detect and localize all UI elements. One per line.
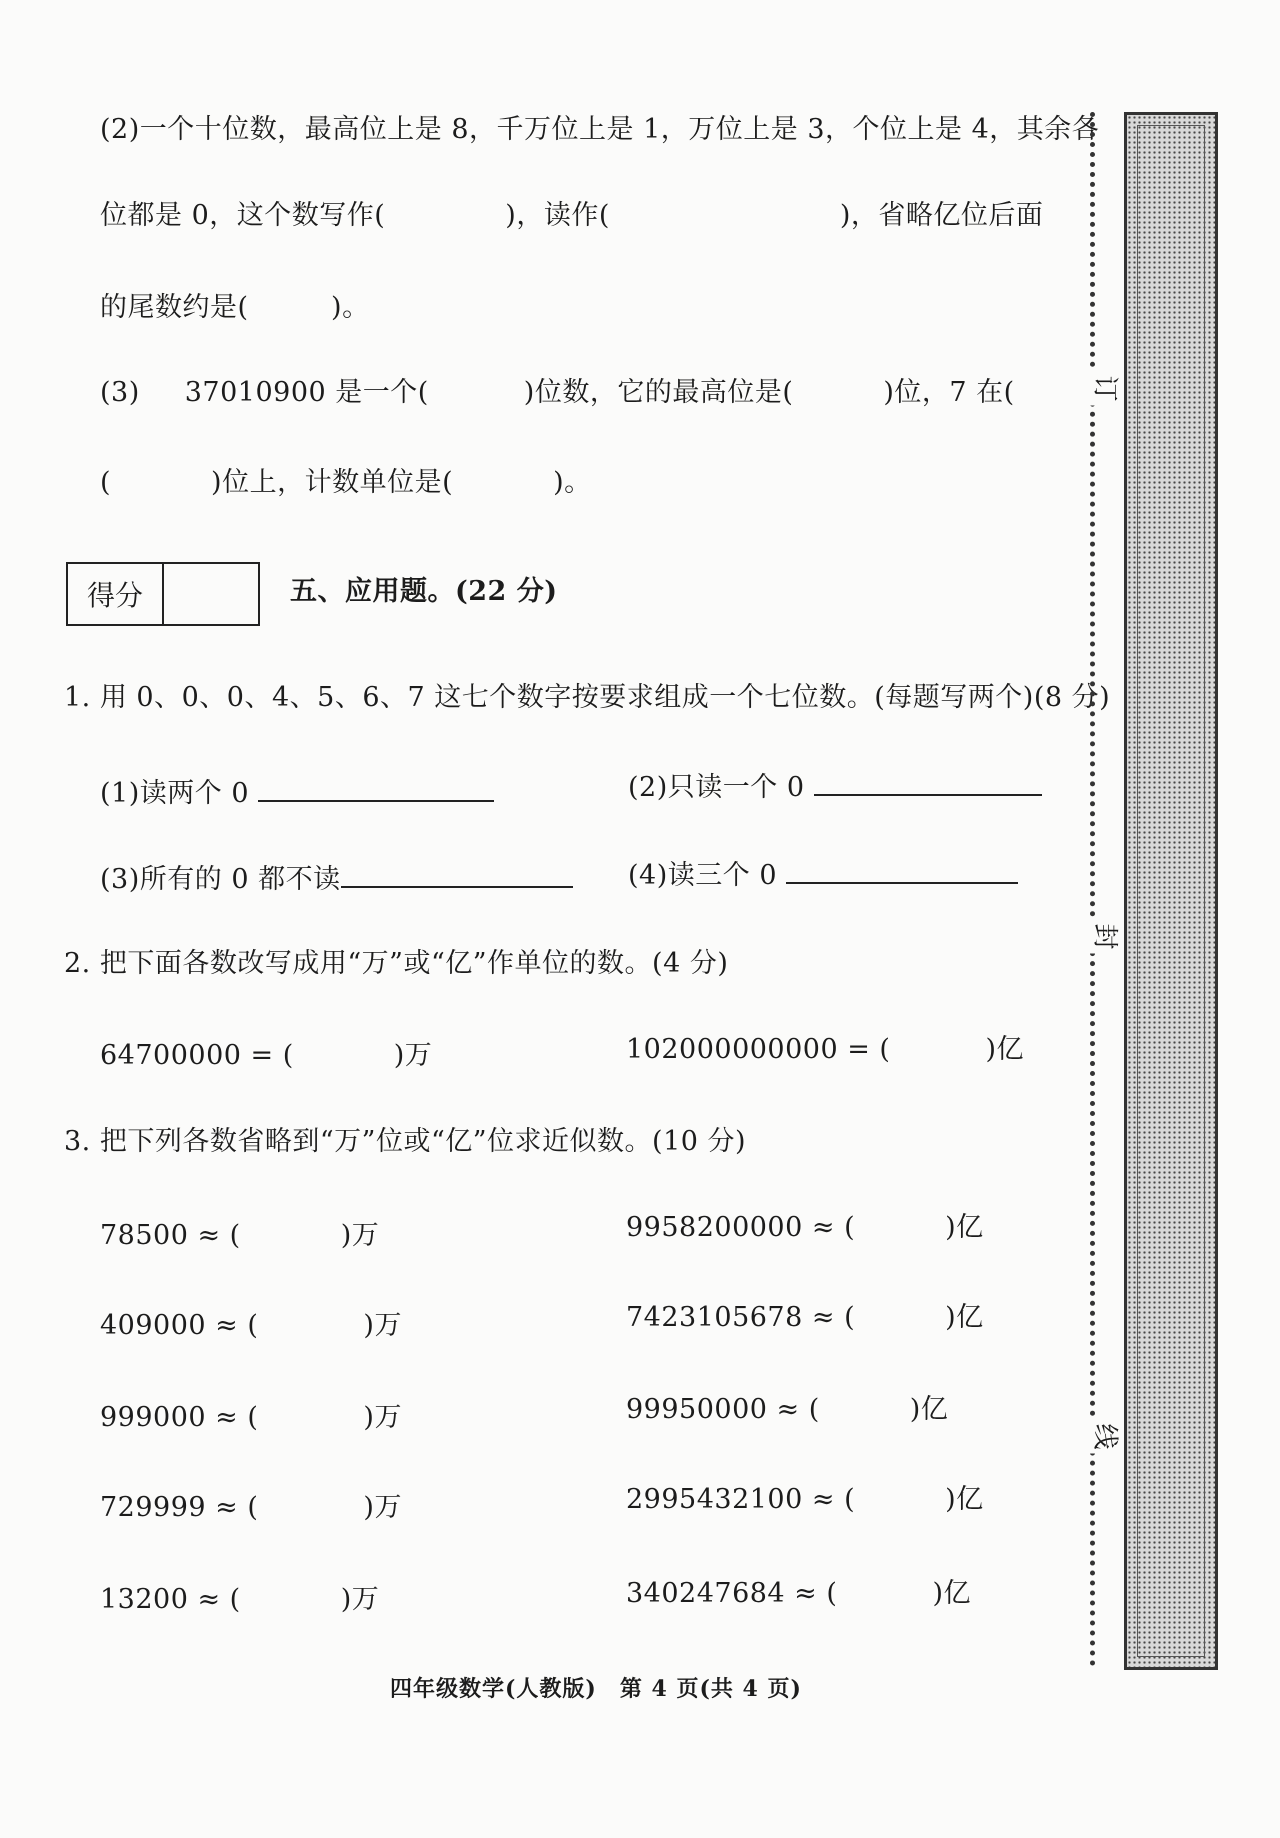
app3-row1-left-unit: )万: [340, 1220, 380, 1251]
q2-line2-a: 位都是 0，这个数写作(: [100, 200, 386, 231]
app3-row4-right-unit: )亿: [945, 1484, 984, 1515]
app3-row1-right-expr: 9958200000 ≈ (: [626, 1212, 856, 1243]
app3-row3-right-unit: )亿: [909, 1394, 949, 1425]
score-label: 得分: [68, 564, 164, 624]
app2-left-unit: )万: [393, 1040, 433, 1071]
app2-right-unit: )亿: [985, 1034, 1025, 1065]
q2-line2: [100, 198, 1043, 234]
app1-c: [100, 860, 573, 898]
app3-title: 3. 把下列各数省略到“万”位或“亿”位求近似数。(10 分): [64, 1126, 747, 1157]
app1-a-label: (1)读两个 0: [100, 778, 250, 809]
app3-row-left: [100, 1218, 379, 1254]
app3-row-left: [100, 1400, 402, 1436]
q3-line1: [100, 375, 1015, 411]
page-footer: 四年级数学(人教版) 第 4 页(共 4 页): [390, 1676, 802, 1702]
app3-row-left: [100, 1490, 402, 1526]
app1-title: 1. 用 0、0、0、4、5、6、7 这七个数字按要求组成一个七位数。(每题写两个)(8 分): [64, 682, 1111, 713]
app3-row5-left-expr: 13200 ≈ (: [100, 1584, 241, 1615]
app3-row-right: [626, 1300, 984, 1336]
q2-line2-b: )，读作(: [505, 200, 610, 231]
q2-line3: 的尾数约是( )。: [100, 292, 370, 323]
app3-row-left: [100, 1308, 402, 1344]
app1-a-answer-line[interactable]: [258, 774, 494, 802]
app3-row3-left-unit: )万: [363, 1402, 402, 1433]
binding-label-ding: 订: [1089, 372, 1126, 406]
app3-row3-right-expr: 99950000 ≈ (: [626, 1394, 820, 1425]
app3-row4-left-unit: )万: [363, 1492, 402, 1523]
app3-row5-right-unit: )亿: [932, 1578, 971, 1609]
app3-row4-right-expr: 2995432100 ≈ (: [626, 1484, 856, 1515]
app1-b-answer-line[interactable]: [814, 768, 1042, 796]
stippled-strip-inner-border: [1137, 125, 1205, 1657]
q2-line1: (2)一个十位数，最高位上是 8，千万位上是 1，万位上是 3，个位上是 4，其余各: [100, 114, 1100, 145]
app3-row-right: [626, 1392, 948, 1428]
app3-row5-left-unit: )万: [340, 1584, 380, 1615]
app3-row-right: [626, 1576, 971, 1612]
app3-row-right: [626, 1210, 984, 1246]
app2-title: 2. 把下面各数改写成用“万”或“亿”作单位的数。(4 分): [64, 948, 729, 979]
app1-d: [628, 856, 1018, 894]
binding-label-xian: 线: [1089, 1420, 1126, 1454]
app3-row1-left-expr: 78500 ≈ (: [100, 1220, 241, 1251]
q2-line2-c: )，省略亿位后面: [839, 200, 1044, 231]
app1-d-answer-line[interactable]: [786, 856, 1018, 884]
app3-row-left: [100, 1582, 379, 1618]
app3-row3-left-expr: 999000 ≈ (: [100, 1402, 259, 1433]
q3-line2: [100, 465, 592, 501]
app3-row-right: [626, 1482, 984, 1518]
q3-num: (3): [100, 377, 140, 408]
app3-row2-right-unit: )亿: [945, 1302, 984, 1333]
q3-line2-a: (: [100, 467, 112, 498]
q3-part2: )位数，它的最高位是(: [523, 377, 794, 408]
app2-left: [100, 1038, 432, 1074]
app3-row4-left-expr: 729999 ≈ (: [100, 1492, 259, 1523]
app2-left-expr: 64700000 = (: [100, 1040, 294, 1071]
app1-c-answer-line[interactable]: [341, 860, 573, 888]
app3-row2-left-expr: 409000 ≈ (: [100, 1310, 259, 1341]
q3-line2-b: )位上，计数单位是(: [211, 467, 454, 498]
q3-part1: 37010900 是一个(: [184, 377, 429, 408]
app1-b: [628, 768, 1042, 806]
stippled-margin-strip: [1124, 112, 1218, 1670]
app3-row5-right-expr: 340247684 ≈ (: [626, 1578, 838, 1609]
score-box: [66, 562, 260, 626]
section5-title: 五、应用题。(22 分): [290, 576, 558, 607]
app1-c-label: (3)所有的 0 都不读: [100, 864, 341, 895]
app1-d-label: (4)读三个 0: [628, 860, 778, 891]
app3-row2-right-expr: 7423105678 ≈ (: [626, 1302, 856, 1333]
app3-row1-right-unit: )亿: [945, 1212, 984, 1243]
app3-row2-left-unit: )万: [363, 1310, 402, 1341]
score-cell[interactable]: [164, 564, 258, 624]
app1-a: [100, 774, 494, 812]
app2-right: [626, 1032, 1024, 1068]
binding-label-feng: 封: [1089, 920, 1126, 954]
app1-b-label: (2)只读一个 0: [628, 772, 805, 803]
q3-line2-c: )。: [553, 467, 592, 498]
app2-right-expr: 102000000000 = (: [626, 1034, 891, 1065]
q3-part3: )位，7 在(: [883, 377, 1015, 408]
